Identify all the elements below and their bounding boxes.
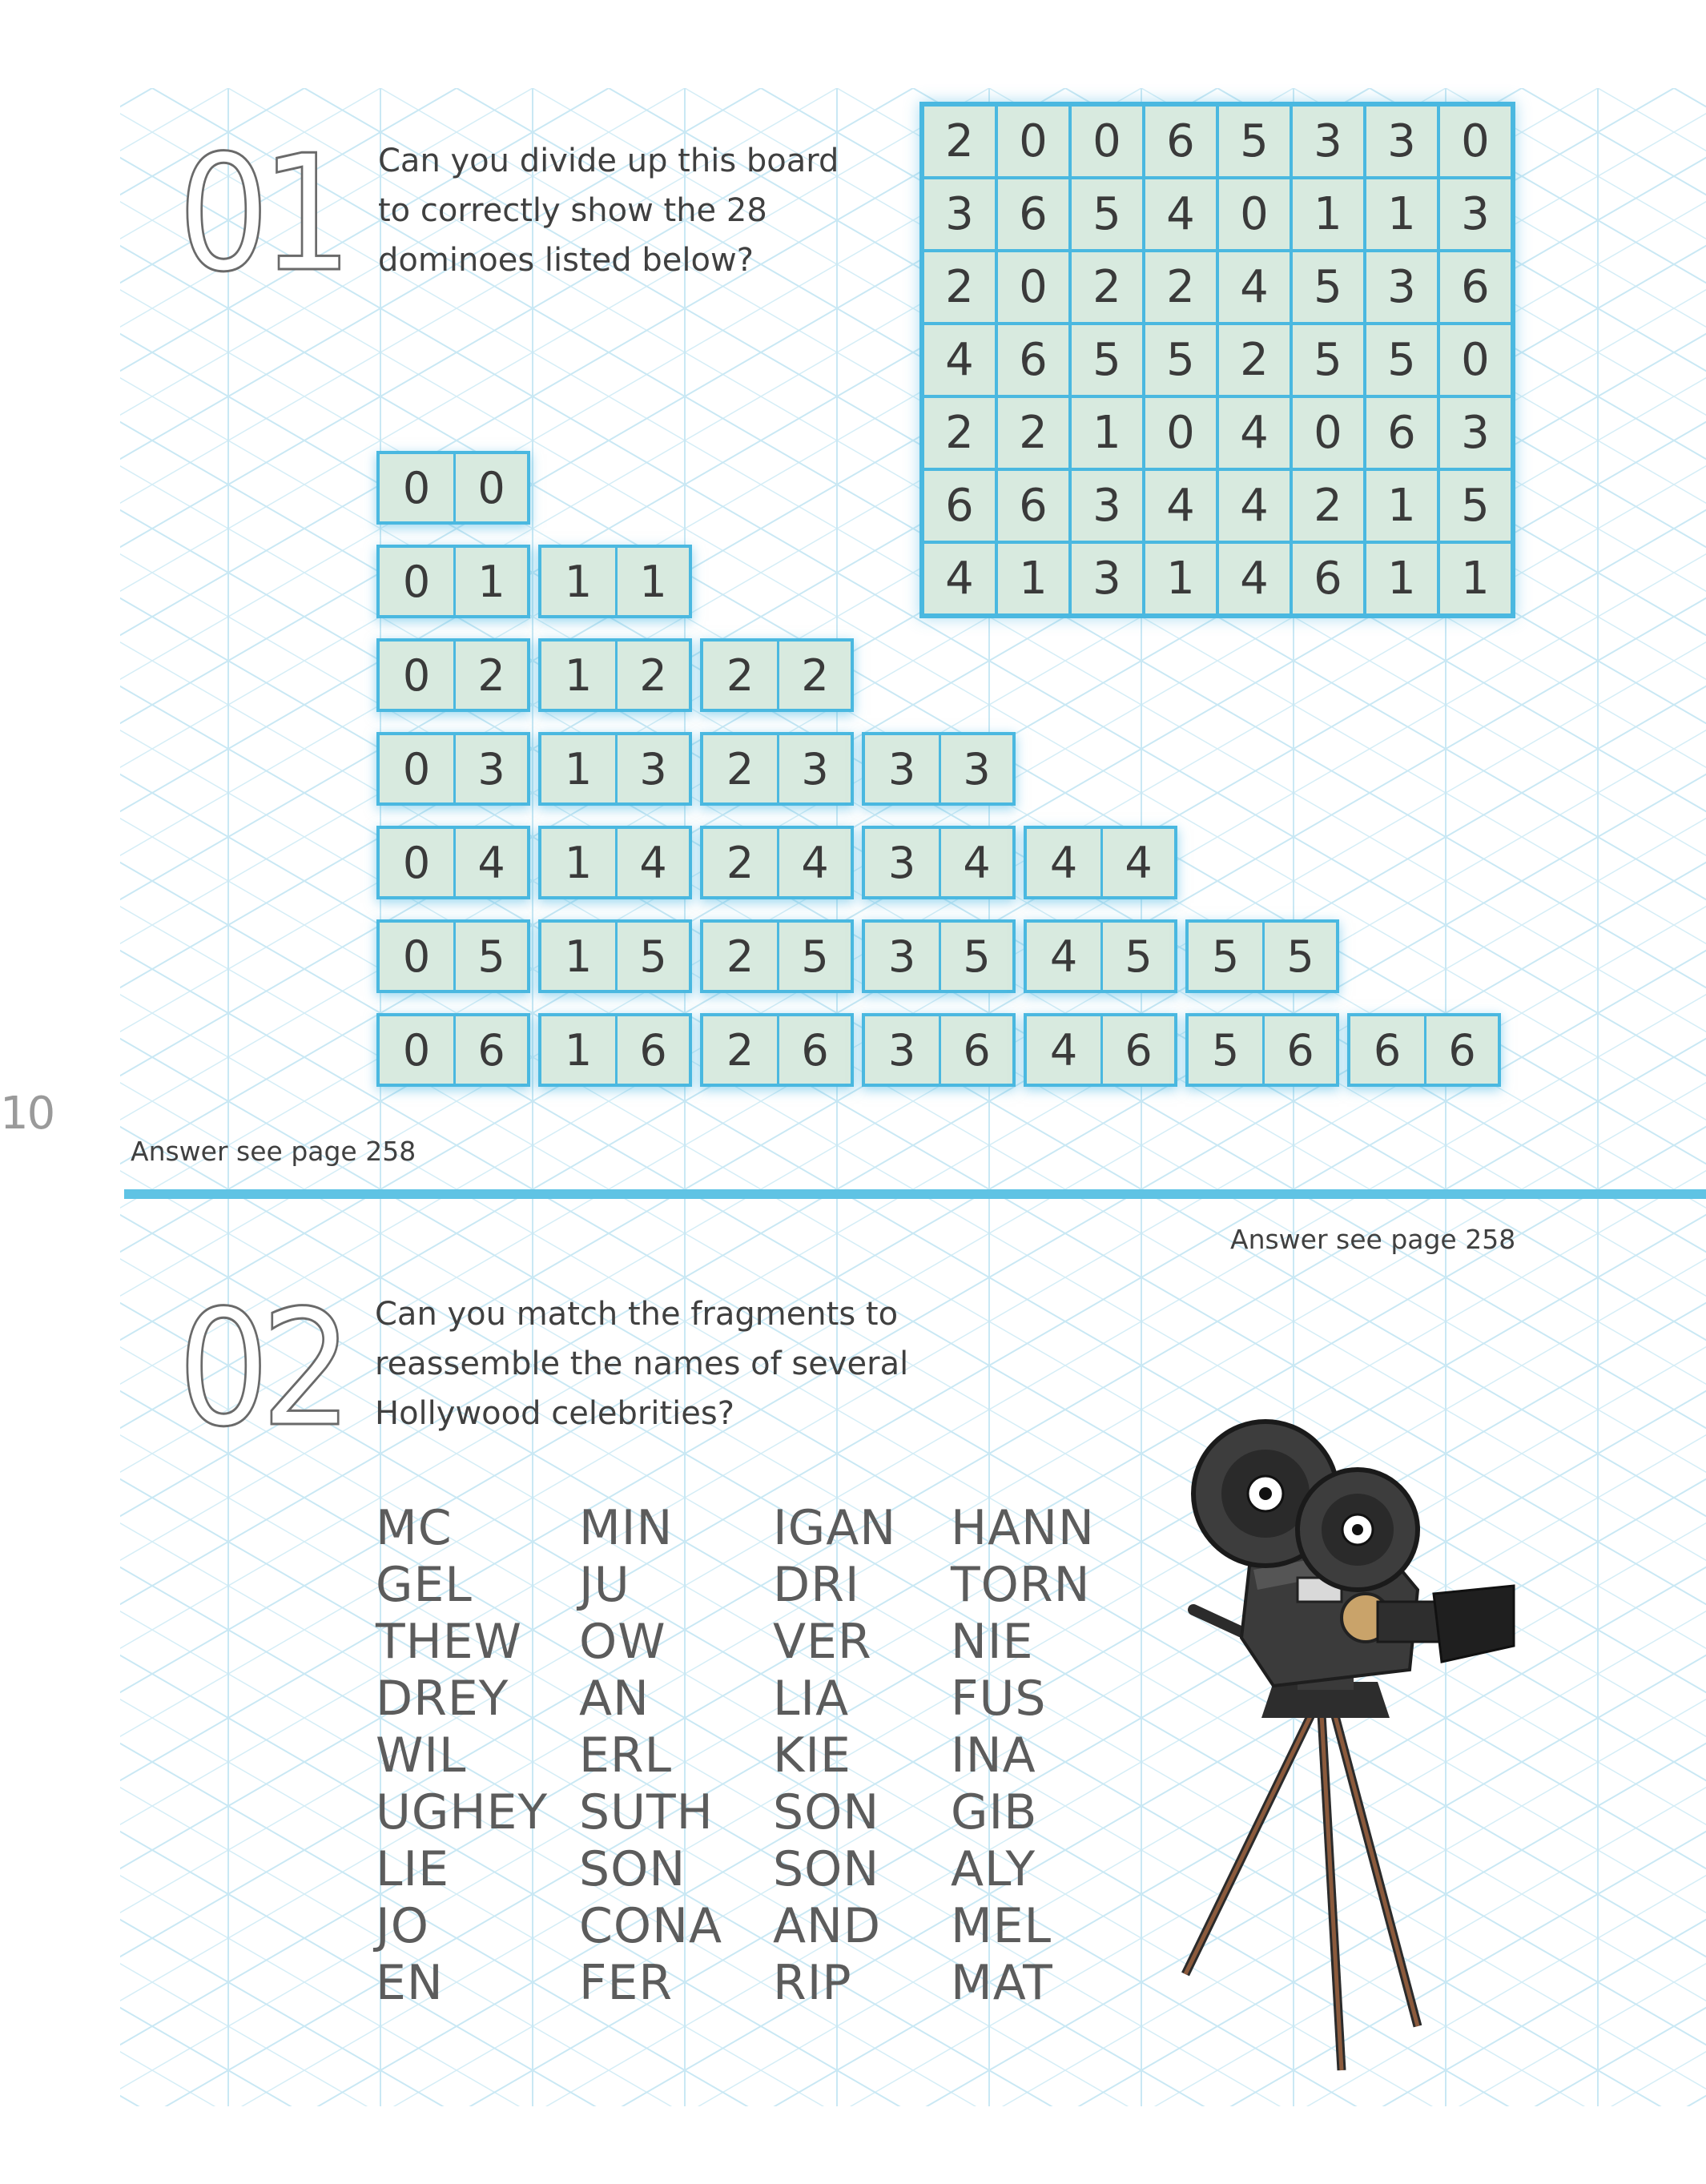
domino-pip-value: 4 (1100, 829, 1174, 896)
name-fragment: SUTH (579, 1784, 714, 1840)
board-cell: 1 (1365, 178, 1438, 251)
name-fragment: MC (376, 1500, 453, 1556)
board-cell: 5 (1070, 324, 1144, 396)
board-cell: 1 (1438, 542, 1512, 615)
board-cell: 4 (1144, 469, 1217, 542)
domino-tile (700, 638, 854, 712)
name-fragment: TORN (951, 1557, 1091, 1613)
domino-tile (376, 919, 530, 993)
domino-pip-value: 1 (615, 548, 689, 615)
board-cell: 4 (1217, 396, 1291, 469)
domino-pip-value: 0 (402, 1024, 431, 1076)
domino-tile (376, 732, 530, 806)
name-fragment: SON (773, 1784, 880, 1840)
board-cell: 1 (1291, 178, 1365, 251)
domino-pip-value: 3 (453, 735, 527, 802)
board-cell: 4 (1144, 178, 1217, 251)
board-cell: 5 (1365, 324, 1438, 396)
domino-pip-value: 5 (1262, 923, 1336, 990)
domino-pip-value: 2 (726, 931, 754, 982)
name-fragment: RIP (773, 1955, 852, 2011)
domino-pip-value: 2 (726, 650, 754, 701)
board-cell: 1 (1365, 542, 1438, 615)
domino-tile (1024, 919, 1177, 993)
domino-pip-value: 1 (564, 837, 593, 888)
name-fragment: FUS (951, 1671, 1047, 1727)
name-fragment: VER (773, 1614, 872, 1670)
board-cell: 6 (996, 324, 1070, 396)
board-cell: 3 (1365, 251, 1438, 324)
puzzle1-prompt (378, 136, 839, 285)
domino-pip-value: 4 (453, 829, 527, 896)
board-cell: 5 (1291, 324, 1365, 396)
board-cell: 5 (1291, 251, 1365, 324)
board-cell: 3 (1438, 396, 1512, 469)
board-cell: 4 (923, 324, 996, 396)
board-cell: 3 (1365, 105, 1438, 178)
domino-pip-value: 6 (777, 1016, 851, 1084)
board-cell: 2 (1144, 251, 1217, 324)
domino-tile (700, 826, 854, 899)
domino-tile (862, 1013, 1016, 1087)
prompt-line: to correctly show the 28 (378, 192, 767, 229)
domino-tile (538, 826, 692, 899)
domino-tile (1185, 1013, 1339, 1087)
board-cell: 6 (1365, 396, 1438, 469)
board-cell: 0 (1070, 105, 1144, 178)
domino-pip-value: 6 (1100, 1016, 1174, 1084)
board-cell: 0 (1438, 105, 1512, 178)
board-cell: 0 (1291, 396, 1365, 469)
name-fragment: MIN (579, 1500, 674, 1556)
board-cell: 5 (1438, 469, 1512, 542)
domino-tile (376, 451, 530, 525)
name-fragment: DRI (773, 1557, 860, 1613)
domino-tile (1024, 1013, 1177, 1087)
domino-pip-value: 3 (887, 837, 916, 888)
domino-pip-value: 3 (887, 931, 916, 982)
domino-pip-value: 6 (1424, 1016, 1498, 1084)
domino-tile (1185, 919, 1339, 993)
board-cell: 6 (1144, 105, 1217, 178)
domino-tile (538, 638, 692, 712)
name-fragment: EN (376, 1955, 444, 2011)
domino-pip-value: 6 (453, 1016, 527, 1084)
board-cell: 1 (1365, 469, 1438, 542)
prompt-line: Hollywood celebrities? (375, 1395, 734, 1432)
board-cell: 2 (996, 396, 1070, 469)
board-cell: 6 (996, 469, 1070, 542)
film-camera-on-tripod-icon (1177, 1406, 1522, 2086)
domino-pip-value: 3 (939, 735, 1012, 802)
domino-pip-value: 5 (453, 923, 527, 990)
board-cell: 2 (1217, 324, 1291, 396)
board-cell: 3 (1070, 469, 1144, 542)
domino-tile (538, 732, 692, 806)
domino-pip-value: 0 (402, 556, 431, 607)
name-fragment: THEW (376, 1614, 523, 1670)
domino-pip-value: 3 (887, 743, 916, 794)
name-fragment: HANN (951, 1500, 1095, 1556)
domino-pip-value: 1 (564, 556, 593, 607)
board-cell: 6 (1291, 542, 1365, 615)
name-fragment: FER (579, 1955, 674, 2011)
domino-board (919, 102, 1515, 618)
fragment-column (376, 1500, 548, 2012)
puzzle-number-01: 01 (178, 121, 344, 308)
board-cell: 0 (1438, 324, 1512, 396)
domino-tile (376, 638, 530, 712)
board-cell: 1 (1070, 396, 1144, 469)
domino-tile (700, 919, 854, 993)
prompt-line: reassemble the names of several (375, 1345, 909, 1382)
board-cell: 3 (1070, 542, 1144, 615)
domino-pip-value: 2 (726, 837, 754, 888)
board-cell: 0 (1144, 396, 1217, 469)
name-fragment: DREY (376, 1671, 509, 1727)
domino-tile (700, 1013, 854, 1087)
puzzle-number-02: 02 (178, 1276, 344, 1462)
name-fragment: INA (951, 1727, 1036, 1784)
domino-pip-value: 0 (402, 931, 431, 982)
domino-pip-value: 5 (1211, 1024, 1240, 1076)
board-cell: 5 (1070, 178, 1144, 251)
name-fragment: OW (579, 1614, 666, 1670)
board-cell: 4 (1217, 251, 1291, 324)
name-fragment: SON (773, 1841, 880, 1897)
domino-tile (376, 826, 530, 899)
board-cell: 0 (996, 251, 1070, 324)
domino-pip-value: 6 (615, 1016, 689, 1084)
domino-pip-value: 5 (939, 923, 1012, 990)
domino-pip-value: 6 (1262, 1016, 1336, 1084)
name-fragment: JO (376, 1898, 429, 1954)
board-cell: 2 (923, 105, 996, 178)
domino-tile (1347, 1013, 1501, 1087)
fragment-column (579, 1500, 722, 2012)
domino-tile (376, 545, 530, 618)
name-fragment: JU (579, 1557, 630, 1613)
board-cell: 4 (1217, 469, 1291, 542)
board-cell: 3 (1291, 105, 1365, 178)
domino-tile (862, 826, 1016, 899)
board-cell: 0 (996, 105, 1070, 178)
page-number: 10 (0, 1088, 54, 1140)
domino-pip-value: 1 (564, 650, 593, 701)
domino-pip-value: 6 (1373, 1024, 1402, 1076)
board-cell: 4 (1217, 542, 1291, 615)
board-cell: 5 (1217, 105, 1291, 178)
board-cell: 0 (1217, 178, 1291, 251)
domino-tile (538, 545, 692, 618)
domino-tile (700, 732, 854, 806)
board-cell: 5 (1144, 324, 1217, 396)
board-cell: 3 (923, 178, 996, 251)
domino-pip-value: 2 (615, 642, 689, 709)
domino-tile (862, 732, 1016, 806)
domino-pip-value: 0 (402, 462, 431, 513)
domino-pip-value: 0 (402, 837, 431, 888)
board-cell: 2 (923, 396, 996, 469)
board-cell: 2 (1291, 469, 1365, 542)
domino-pip-value: 1 (564, 743, 593, 794)
section-divider (124, 1189, 1706, 1199)
domino-pip-value: 4 (1049, 837, 1078, 888)
domino-tile (376, 1013, 530, 1087)
board-cell: 1 (996, 542, 1070, 615)
prompt-line: Can you divide up this board (378, 143, 839, 179)
domino-tile (538, 1013, 692, 1087)
domino-pip-value: 5 (615, 923, 689, 990)
domino-pip-value: 0 (402, 650, 431, 701)
domino-tile (862, 919, 1016, 993)
domino-tile (1024, 826, 1177, 899)
name-fragment: LIE (376, 1841, 450, 1897)
domino-pip-value: 5 (1100, 923, 1174, 990)
name-fragment: MEL (951, 1898, 1052, 1954)
domino-pip-value: 2 (453, 642, 527, 709)
board-cell: 2 (1070, 251, 1144, 324)
board-cell: 6 (996, 178, 1070, 251)
domino-tile (538, 919, 692, 993)
board-cell: 1 (1144, 542, 1217, 615)
fragment-column (951, 1500, 1095, 2012)
prompt-line: dominoes listed below? (378, 242, 754, 279)
puzzle2-prompt (375, 1289, 908, 1438)
answer-note-1: Answer see page 258 (131, 1136, 416, 1167)
board-cell: 6 (923, 469, 996, 542)
name-fragment: SON (579, 1841, 686, 1897)
prompt-line: Can you match the fragments to (375, 1296, 899, 1333)
domino-pip-value: 4 (777, 829, 851, 896)
domino-pip-value: 1 (453, 548, 527, 615)
board-cell: 3 (1438, 178, 1512, 251)
name-fragment: AN (579, 1671, 650, 1727)
domino-pip-value: 4 (1049, 931, 1078, 982)
board-cell: 2 (923, 251, 996, 324)
domino-pip-value: 3 (615, 735, 689, 802)
domino-pip-value: 3 (887, 1024, 916, 1076)
domino-pip-value: 5 (1211, 931, 1240, 982)
domino-pip-value: 0 (453, 454, 527, 521)
domino-pip-value: 2 (726, 743, 754, 794)
name-fragment: NIE (951, 1614, 1034, 1670)
domino-pip-value: 4 (939, 829, 1012, 896)
name-fragment: IGAN (773, 1500, 897, 1556)
answer-note-2: Answer see page 258 (1230, 1224, 1516, 1255)
domino-pip-value: 4 (615, 829, 689, 896)
name-fragment: ERL (579, 1727, 673, 1784)
domino-pip-value: 4 (1049, 1024, 1078, 1076)
domino-pip-value: 2 (777, 642, 851, 709)
domino-pip-value: 3 (777, 735, 851, 802)
board-cell: 6 (1438, 251, 1512, 324)
name-fragment: ALY (951, 1841, 1036, 1897)
domino-pip-value: 6 (939, 1016, 1012, 1084)
domino-pip-value: 1 (564, 1024, 593, 1076)
domino-pip-value: 0 (402, 743, 431, 794)
name-fragment: UGHEY (376, 1784, 549, 1840)
name-fragment: WIL (376, 1727, 467, 1784)
name-fragment: GIB (951, 1784, 1038, 1840)
name-fragment: MAT (951, 1955, 1053, 2011)
name-fragment: KIE (773, 1727, 851, 1784)
name-fragment: GEL (376, 1557, 473, 1613)
domino-pip-value: 5 (777, 923, 851, 990)
domino-pip-value: 1 (564, 931, 593, 982)
name-fragment: AND (773, 1898, 882, 1954)
domino-pip-value: 2 (726, 1024, 754, 1076)
board-cell: 4 (923, 542, 996, 615)
name-fragment: CONA (579, 1898, 723, 1954)
name-fragment: LIA (773, 1671, 850, 1727)
fragment-column (773, 1500, 896, 2012)
